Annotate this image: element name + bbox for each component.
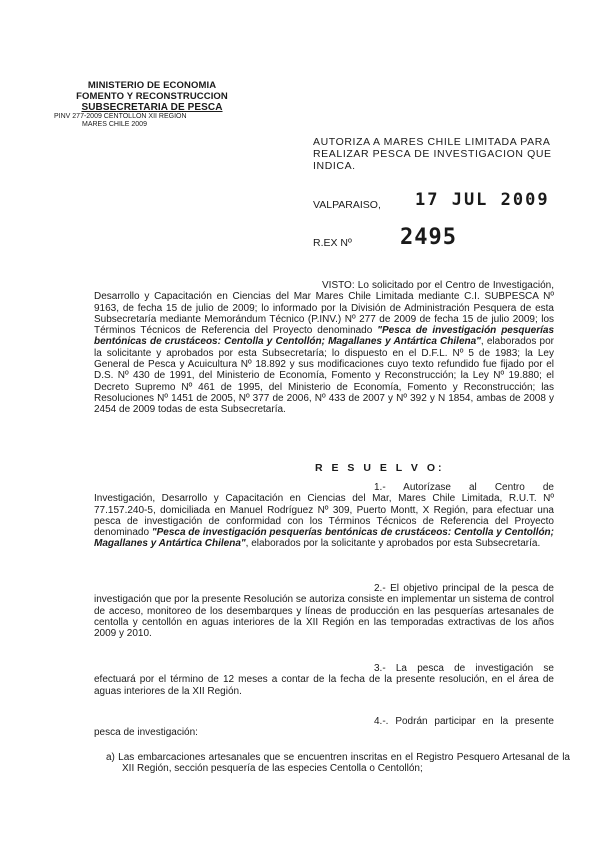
article-3: 3.- La pesca de investigación se efectuará por el término de 12 meses a contar de la fecha de la presente resolución, en el área de aguas interiores de la XII Región. [94, 663, 554, 697]
visto-paragraph [94, 280, 554, 416]
article-4: 4.-. Podrán participar en la presente pesca de investigación: [94, 716, 554, 739]
visto-project-title: "Pesca de investigación pesquerías bentónicas de crustáceos: Centolla y Centollón; Magallanes y Antártica Chilena" [94, 325, 555, 348]
rex-label: R.EX Nº [313, 237, 352, 249]
article-2: 2.- El objetivo principal de la pesca de investigación que por la presente Resolución se autoriza consiste en implementar un sistema de control de acceso, monitoreo de los desembarques y líneas de producción en las pesquerías artesanales de centolla y centollón en aguas interiores de la XII Región en las temporadas extractivas de los años 2009 y 2010. [94, 583, 554, 640]
visto-text-2: , elaborados por la solicitante y aprobados por esta Subsecretaría; lo dispuesto en el D.F.L. Nº 5 de 1983; la Ley General de Pesca y Acuicultura Nº 18.892 y sus modificaciones cuyo texto refundido fue fijado por el D.S. Nº 430 de 1991, del Ministerio de Economía, Fomento y Reconstrucción; la Ley Nº 19.880; el Decreto Supremo Nº 461 de 1995, del Ministerio de Economía, Fomento y Reconstrucción; las Resoluciones Nº 1451 de 2005, Nº 377 de 2006, Nº 433 de 2007 y Nº 392 y N 1854, ambas de 2008 y 2454 de 2009 todas de esta Subsecretaría. [94, 336, 554, 416]
ministry-subtitle: FOMENTO Y RECONSTRUCCION [76, 91, 228, 102]
resolution-subject: AUTORIZA A MARES CHILE LIMITADA PARA REALIZAR PESCA DE INVESTIGACION QUE INDICA. [313, 136, 552, 172]
date-stamp: 17 JUL 2009 [415, 190, 550, 210]
reference-code: PINV 277-2009 CENTOLLON XII REGION [54, 113, 187, 120]
article-1 [94, 482, 554, 550]
subsecretaria-name: SUBSECRETARIA DE PESCA [81, 102, 223, 113]
visto-text-1: VISTO: Lo solicitado por el Centro de Investigación, Desarrollo y Capacitación en Ciencias del Mar Mares Chile Limitada mediante C.I. SUBPESCA Nº 9163, de fecha 15 de julio de 2009; lo informado por la División de Administración Pesquera de esta Subsecretaría mediante Memorándum Técnico (P.INV.) Nº 277 de 2009 de fecha 15 de julio 2009; los Términos Técnicos de Referencia del Proyecto denominado [94, 280, 554, 337]
resuelvo-heading: R E S U E L V O: [315, 462, 445, 474]
resolution-number-stamp: 2495 [400, 225, 457, 250]
article-1-project-title: "Pesca de investigación pesquerías bentónicas de crustáceos: Centolla y Centollón; Magallanes y Antártica Chilena" [94, 527, 554, 550]
ministry-name: MINISTERIO DE ECONOMIA [87, 80, 217, 91]
place-label: VALPARAISO, [313, 199, 381, 211]
letterhead [52, 80, 252, 129]
article-1-text-2: , elaborados por la solicitante y aprobados por esta Subsecretaría. [245, 538, 541, 550]
reference-project: MARES CHILE 2009 [82, 121, 147, 128]
article-4-item-a: a) Las embarcaciones artesanales que se encuentren inscritas en el Registro Pesquero Artesanal de la XII Región, sección pesquería de las especies Centolla o Centollón; [106, 752, 570, 775]
article-1-text-1: 1.- Autorízase al Centro de Investigación, Desarrollo y Capacitación en Ciencias del Mar, Mares Chile Limitada, R.U.T. Nº 77.157.240-5, domiciliada en Manuel Rodríguez Nº 309, Puerto Montt, X Región, para efectuar una pesca de investigación de conformidad con los Términos Técnicos de Referencia del Proyecto denominado [94, 482, 554, 539]
